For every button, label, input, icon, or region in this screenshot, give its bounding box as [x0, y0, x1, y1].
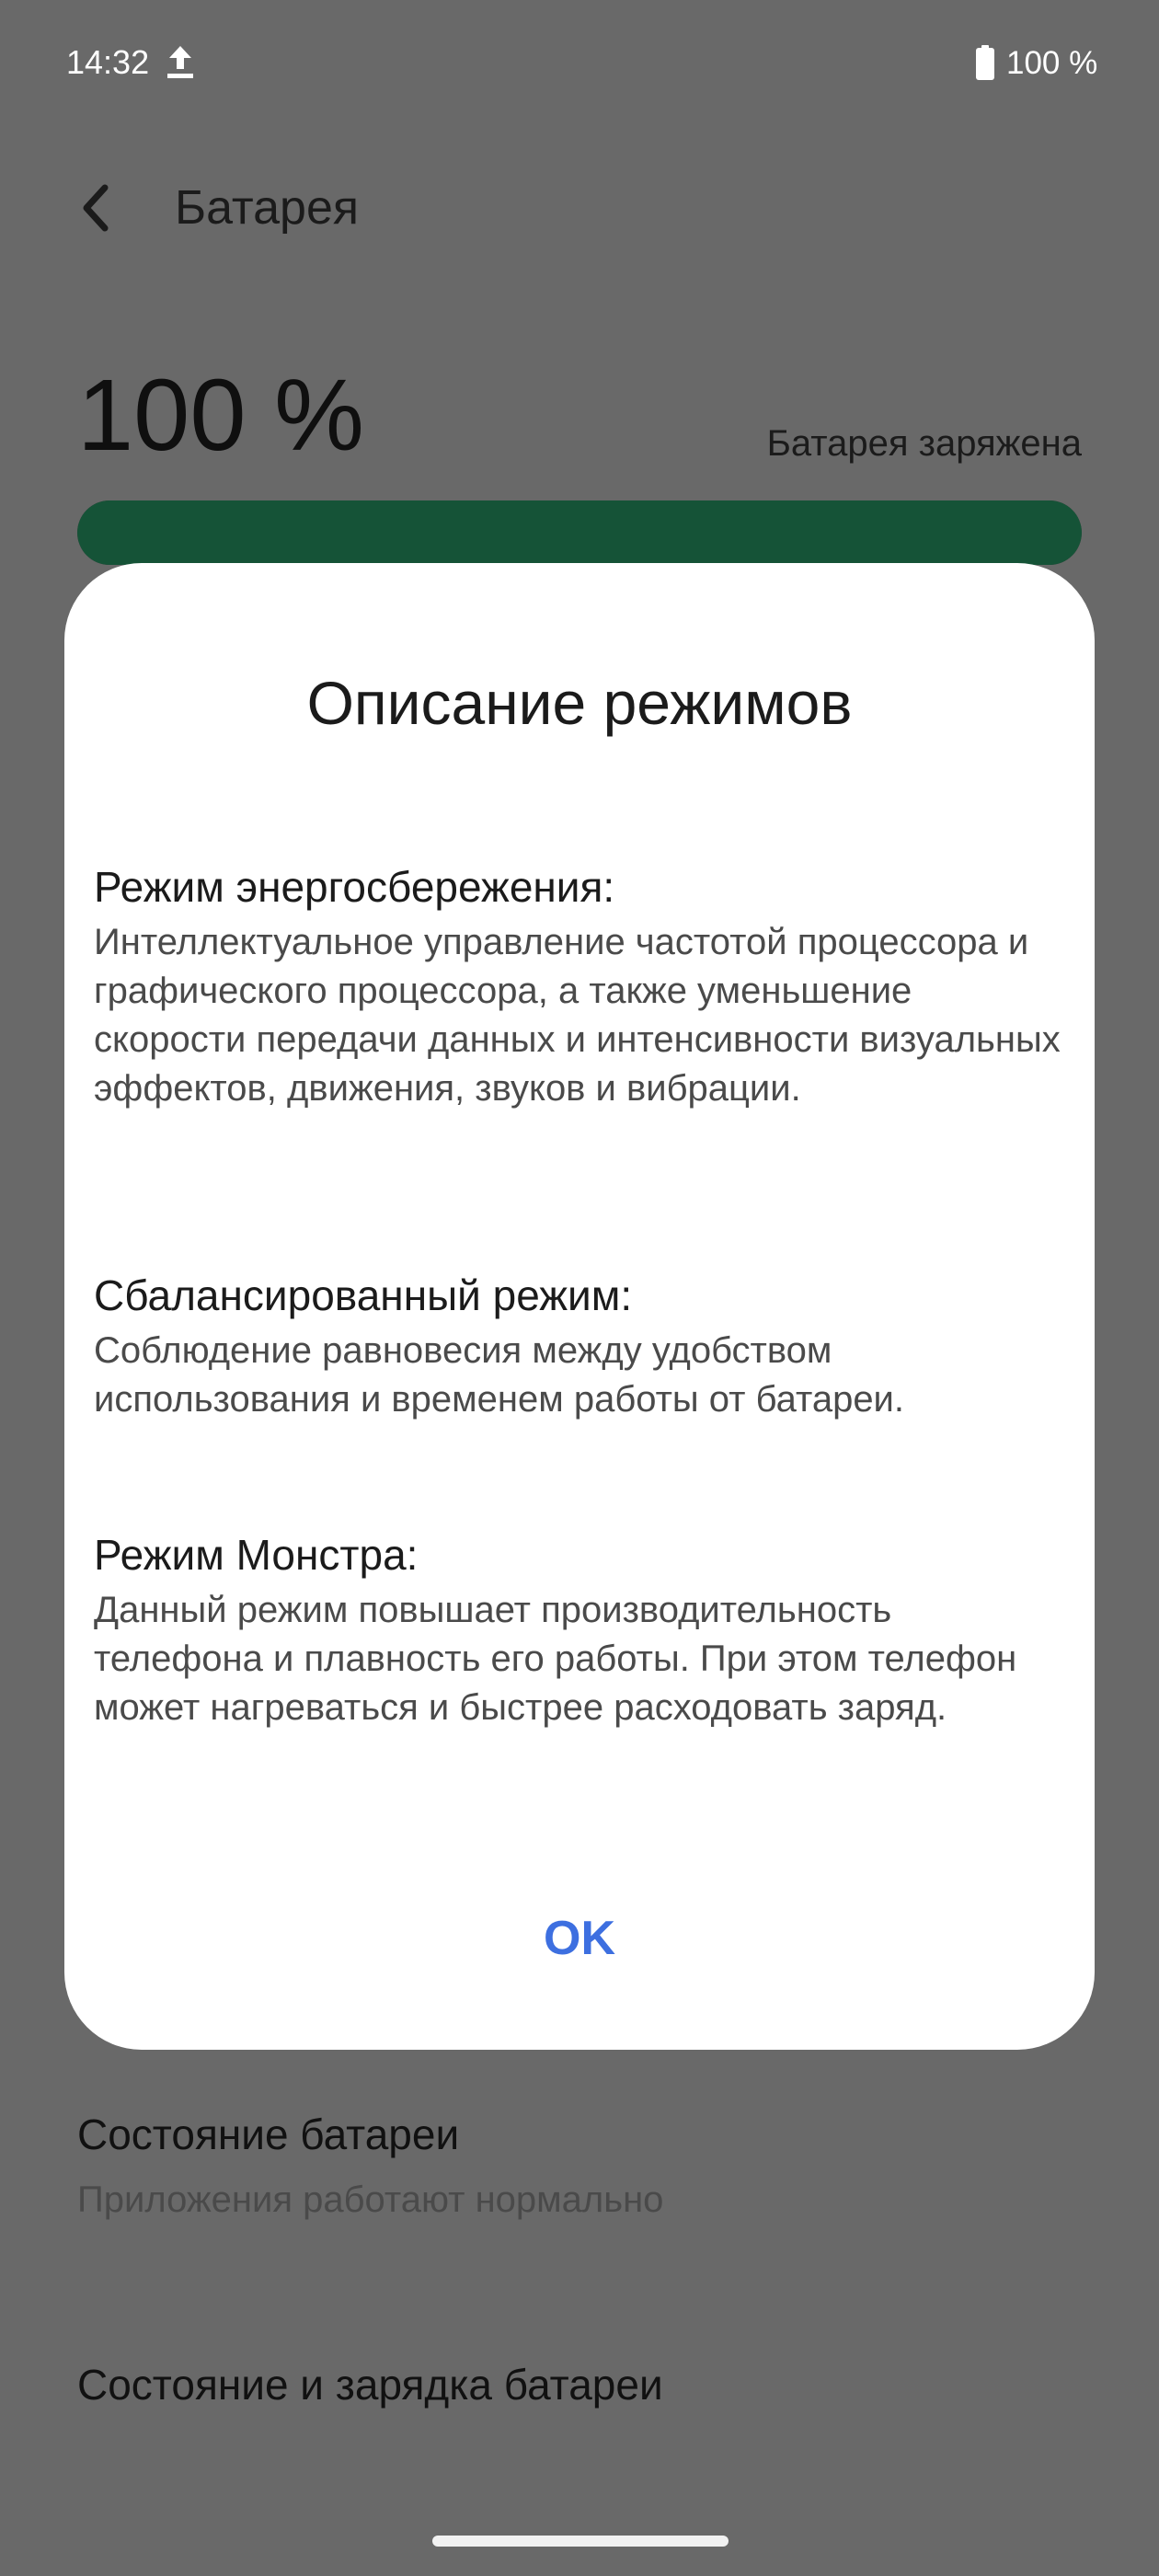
battery-percent: 100 % [77, 359, 364, 472]
mode-title: Режим Монстра: [94, 1531, 419, 1579]
balanced-mode-block [94, 1266, 1069, 1424]
monster-mode-block [94, 1525, 1069, 1732]
status-battery-text: 100 % [1006, 45, 1098, 81]
battery-status-text: Батарея заряжена [766, 423, 1082, 464]
battery-icon [975, 45, 995, 80]
battery-state-title[interactable]: Состояние батареи [77, 2110, 460, 2158]
page-title: Батарея [175, 181, 360, 235]
mode-description: Соблюдение равновесия между удобством использования и временем работы от батареи. [94, 1330, 905, 1420]
mode-title: Режим энергосбережения: [94, 863, 615, 911]
status-time: 14:32 [66, 43, 150, 81]
battery-level-fill [77, 500, 1082, 565]
dialog-title: Описание режимов [306, 669, 853, 737]
mode-title: Сбалансированный режим: [94, 1271, 633, 1319]
home-indicator[interactable] [432, 2536, 729, 2547]
modes-description-dialog [64, 563, 1095, 2050]
battery-state-subtitle: Приложения работают нормально [77, 2179, 664, 2220]
battery-health-title[interactable]: Состояние и зарядка батареи [77, 2361, 663, 2409]
ok-button[interactable]: OK [488, 1888, 671, 1989]
battery-level-bar [77, 500, 1082, 565]
upload-icon [164, 42, 197, 81]
back-arrow-icon[interactable] [74, 180, 121, 236]
mode-description: Данный режим повышает производительность телефона и плавность его работы. При этом телефон может нагреваться и быстрее расходовать заряд. [94, 1590, 1017, 1728]
power-saving-mode-block [94, 857, 1069, 1113]
mode-description: Интеллектуальное управление частотой процессора и графического процессора, а также уменьшение скорости передачи данных и интенсивности визуальных эффектов, движения, звуков и вибрации. [94, 922, 1061, 1109]
